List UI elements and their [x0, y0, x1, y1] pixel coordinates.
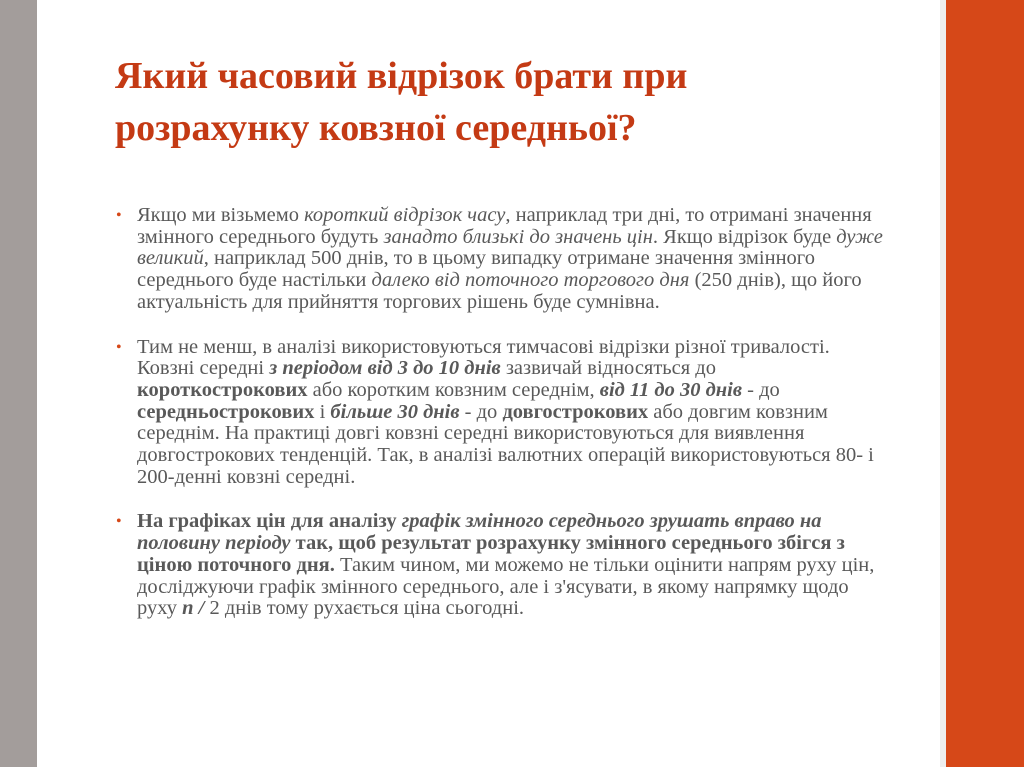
bold-italic-text: графік змінного середнього зрушать вправо на половину періоду: [137, 510, 822, 555]
bullet-text: [137, 336, 874, 488]
text-run: , наприклад 500 днів, то в цьому випадку отримане значення змінного середнього буде настільки: [137, 247, 815, 292]
text-run: і: [314, 400, 331, 423]
bold-text: так, щоб результат розрахунку змінного середнього збігся з ціною поточного дня.: [137, 532, 845, 576]
text-run: Якщо ми візьмемо: [137, 204, 305, 226]
bold-italic-text: n /: [182, 597, 205, 620]
slide-title: [115, 50, 905, 154]
bullet-icon: •: [116, 207, 122, 224]
italic-text: короткий відрізок часу: [304, 204, 506, 226]
text-run: . Якщо відрізок буде: [652, 225, 837, 248]
bullet-item-period-ranges: [116, 337, 886, 489]
bold-text: довгострокових: [502, 400, 649, 423]
bullet-icon: •: [116, 513, 122, 531]
text-run: - до: [742, 378, 780, 401]
bullet-item-short-vs-long-period: [116, 205, 886, 314]
bullet-text: [137, 510, 874, 619]
text-run: Таким чином, ми можемо не тільки оцінити напрям руху цін, досліджуючи графік змінного середнього, але і з'ясувати, в якому напрямку щодо руху: [137, 553, 875, 620]
text-run: зазвичай відносяться до: [500, 357, 716, 380]
bold-text: середньострокових: [137, 400, 315, 423]
title-line-2: розрахунку ковзної середньої?: [115, 107, 637, 149]
bold-italic-text: від 11 до 30 днів: [599, 378, 742, 401]
text-run: Тим не менш, в аналізі використовуються тимчасові відрізки різної тривалості. Ковзні середні: [137, 335, 830, 380]
bullet-icon: •: [116, 338, 122, 356]
bullet-text: [137, 204, 883, 313]
italic-text: дуже великий: [137, 225, 883, 270]
text-run: - до: [459, 400, 503, 423]
left-decorative-bar: [0, 0, 37, 767]
bold-text: На графіках цін для аналізу: [137, 510, 402, 533]
italic-text: далеко від поточного торгового дня: [371, 269, 690, 292]
bold-italic-text: з періодом від 3 до 10 днів: [269, 357, 501, 380]
bold-text: короткострокових: [137, 378, 308, 401]
text-run: , наприклад три дні, то отримані значення змінного середнього будуть: [137, 204, 872, 248]
left-bar-divider: [37, 0, 40, 767]
text-run: або довгим ковзним середнім. На практиці довгі ковзні середні використовуються для виявлення довгострокових тенденцій. Так, в аналізі валютних операцій використовуються 80- і 200-денні ковзні середні.: [137, 400, 874, 488]
bullet-list: [116, 205, 886, 643]
text-run: або коротким ковзним середнім,: [307, 378, 600, 401]
bold-italic-text: більше 30 днів: [330, 400, 460, 423]
bullet-item-shift-chart: [116, 511, 886, 620]
text-run: 2 днів тому рухається ціна сьогодні.: [204, 597, 525, 620]
right-accent-bar: [946, 0, 1024, 767]
text-run: (250 днів), що його актуальність для прийняття торгових рішень буде сумнівна.: [137, 269, 862, 313]
title-line-1: Який часовий відрізок брати при: [115, 55, 688, 97]
italic-text: занадто близькі до значень цін: [383, 225, 653, 248]
